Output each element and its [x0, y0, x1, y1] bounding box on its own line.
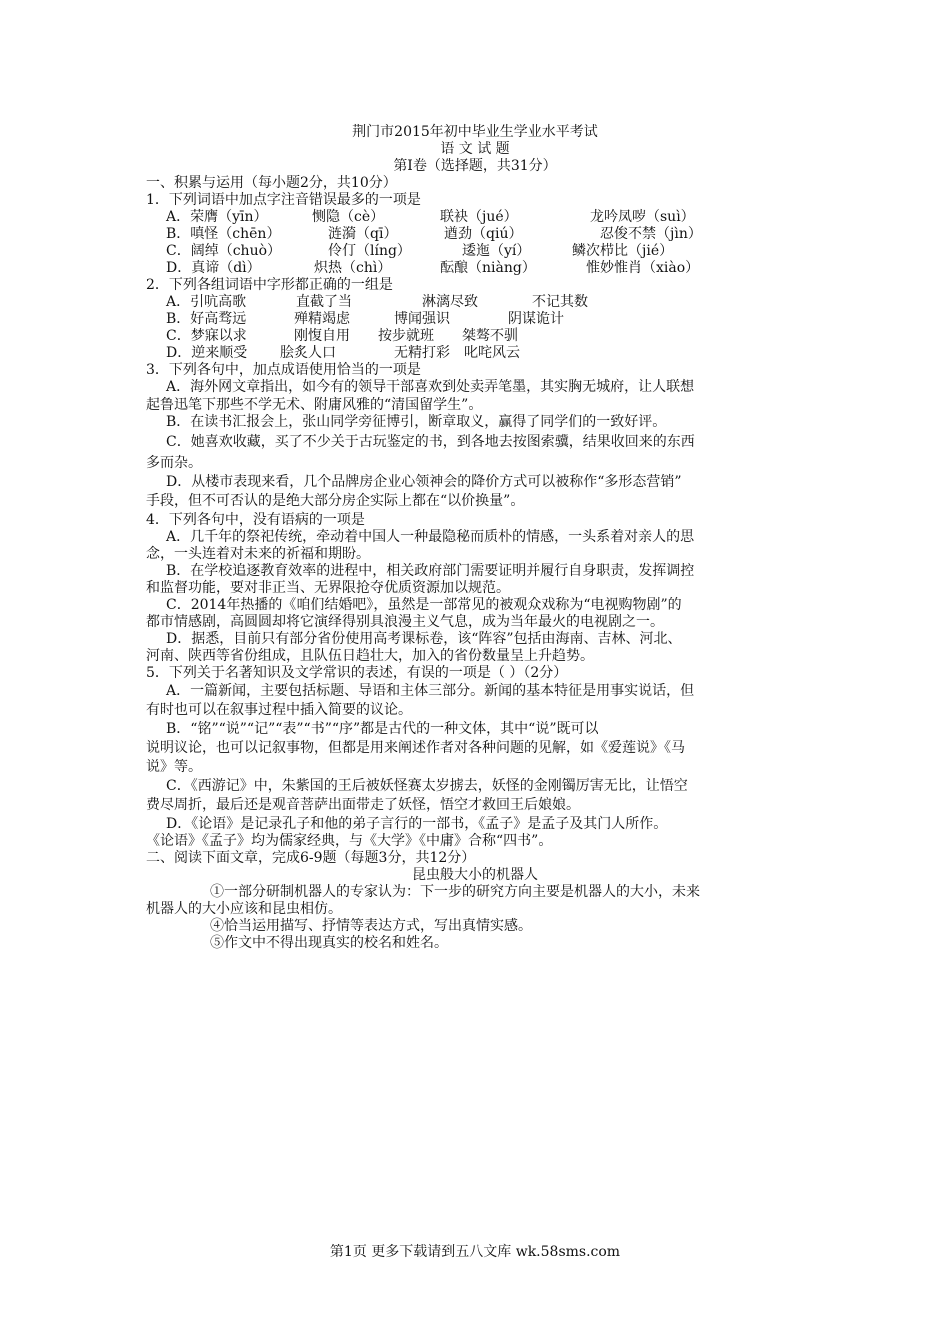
q3-line: A．海外网文章指出，如今有的领导干部喜欢到处卖弄笔墨，其实胸无城府，让人联想 — [166, 379, 695, 395]
option-cell: 脍炙人口 — [280, 345, 336, 361]
article-line: ①一部分研制机器人的专家认为：下一步的研究方向主要是机器人的大小，未来 — [210, 884, 700, 900]
option-cell: B．嗔怪（chēn） — [166, 226, 281, 242]
q3-line: C．她喜欢收藏，买了不少关于古玩鉴定的书，到各地去按图索骥，结果收回来的东西 — [166, 434, 695, 450]
option-cell: 恻隐（cè） — [312, 209, 385, 225]
q5-line: 有时也可以在叙事过程中插入简要的议论。 — [146, 702, 412, 718]
option-cell: 逶迤（yí） — [462, 243, 531, 259]
option-cell: A．荣膺（yīn） — [166, 209, 268, 225]
option-cell: 遒劲（qiú） — [444, 226, 523, 242]
q5-line: 《论语》《孟子》均为儒家经典，与《大学》《中庸》合称“四书”。 — [146, 833, 553, 849]
option-cell: 联袂（jué） — [440, 209, 518, 225]
option-cell: 殚精竭虑 — [294, 311, 350, 327]
option-cell: 不记其数 — [532, 294, 588, 310]
option-cell: 炽热（chì） — [314, 260, 392, 276]
q3-stem: 3．下列各句中，加点成语使用恰当的一项是 — [146, 362, 421, 378]
q1-stem: 1．下列词语中加点字注音错误最多的一项是 — [146, 192, 421, 208]
q4-line: B．在学校追逐教育效率的进程中，相关政府部门需要证明并履行自身职责，发挥调控 — [166, 563, 695, 579]
option-cell: 桀骜不驯 — [462, 328, 518, 344]
exam-subject: 语 文 试 题 — [440, 141, 510, 157]
q3-line: 手段，但不可否认的是绝大部分房企实际上都在“以价换量”。 — [146, 493, 525, 509]
option-cell: D．逆来顺受 — [166, 345, 248, 361]
option-cell: 直截了当 — [296, 294, 352, 310]
option-cell: 叱咤风云 — [464, 345, 520, 361]
option-cell: 阴谋诡计 — [508, 311, 564, 327]
option-cell: 酝酿（niàng） — [440, 260, 536, 276]
option-cell: A．引吭高歌 — [166, 294, 247, 310]
q3-line: 多而杂。 — [146, 455, 202, 471]
q4-line: C．2014年热播的《咱们结婚吧》，虽然是一部常见的被观众戏称为“电视购物剧”的 — [166, 597, 682, 613]
q5-line: A．一篇新闻，主要包括标题、导语和主体三部分。新闻的基本特征是用事实说话，但 — [166, 683, 695, 699]
section-2-heading: 二、阅读下面文章，完成6-9题（每题3分，共12分） — [146, 850, 476, 866]
q4-line: D．据悉，目前只有部分省份使用高考课标卷，该“阵容”包括由海南、吉林、河北、 — [166, 631, 682, 647]
option-cell: 按步就班 — [378, 328, 434, 344]
article-title: 昆虫般大小的机器人 — [412, 867, 538, 883]
section-1-heading: 一、积累与运用（每小题2分，共10分） — [146, 175, 397, 191]
option-cell: 博闻强识 — [394, 311, 450, 327]
volume-heading: 第Ⅰ卷（选择题，共31分） — [393, 158, 557, 174]
option-cell: 刚愎自用 — [294, 328, 350, 344]
q5-line: 说》等。 — [146, 759, 202, 775]
q2-stem: 2．下列各组词语中字形都正确的一组是 — [146, 277, 393, 293]
option-cell: 惟妙惟肖（xiào） — [586, 260, 700, 276]
q4-line: 念，一头连着对未来的祈福和期盼。 — [146, 546, 370, 562]
article-line: ⑤作文中不得出现真实的校名和姓名。 — [210, 935, 448, 951]
exam-title: 荆门市2015年初中毕业生学业水平考试 — [352, 124, 598, 140]
option-cell: 龙吟凤哕（suì） — [590, 209, 695, 225]
q4-line: 和监督功能，要对非正当、无界限抢夺优质资源加以规范。 — [146, 580, 510, 596]
q4-line: A．几千年的祭祀传统，牵动着中国人一种最隐秘而质朴的情感，一头系着对亲人的思 — [166, 529, 695, 545]
q5-line: 费尽周折，最后还是观音菩萨出面带走了妖怪，悟空才救回王后娘娘。 — [146, 797, 580, 813]
q5-line: B．“铭”“说”“记”“表”“书”“序”都是古代的一种文体，其中“说”既可以 — [166, 721, 599, 737]
q4-stem: 4．下列各句中，没有语病的一项是 — [146, 512, 365, 528]
q5-line: 说明议论，也可以记叙事物，但都是用来阐述作者对各种问题的见解，如《爱莲说》《马 — [146, 740, 685, 756]
q5-stem: 5．下列关于名著知识及文学常识的表述，有误的一项是（ ）（2分） — [146, 665, 568, 681]
q5-line: C．《西游记》中，朱紫国的王后被妖怪赛太岁掳去，妖怪的金刚镯厉害无比，让悟空 — [166, 778, 688, 794]
q3-line: 起鲁迅笔下那些不学无术、附庸风雅的“清国留学生”。 — [146, 397, 483, 413]
option-cell: C．阔绰（chuò） — [166, 243, 282, 259]
q4-line: 河南、陕西等省份组成，且队伍日趋壮大，加入的省份数量呈上升趋势。 — [146, 648, 594, 664]
option-cell: 涟漪（qī） — [328, 226, 398, 242]
option-cell: 无精打彩 — [394, 345, 450, 361]
q5-line: D．《论语》是记录孔子和他的弟子言行的一部书，《孟子》是孟子及其门人所作。 — [166, 816, 668, 832]
option-cell: B．好高骛远 — [166, 311, 247, 327]
page-footer: 第1页 更多下载请到五八文库 wk.58sms.com — [329, 1244, 621, 1260]
q3-line: D．从楼市表现来看，几个品牌房企业心领神会的降价方式可以被称作“多形态营销” — [166, 474, 682, 490]
q3-line: B．在读书汇报会上，张山同学旁征博引，断章取义，赢得了同学们的一致好评。 — [166, 414, 667, 430]
option-cell: D．真谛（dì） — [166, 260, 261, 276]
article-line: 机器人的大小应该和昆虫相仿。 — [146, 901, 342, 917]
option-cell: 忍俊不禁（jìn） — [600, 226, 702, 242]
option-cell: 伶仃（líng） — [328, 243, 411, 259]
option-cell: C．梦寐以求 — [166, 328, 247, 344]
option-cell: 鳞次栉比（jié） — [572, 243, 674, 259]
option-cell: 淋漓尽致 — [422, 294, 478, 310]
article-line: ④恰当运用描写、抒情等表达方式，写出真情实感。 — [210, 918, 532, 934]
q4-line: 都市情感剧，高圆圆却将它演绎得别具浪漫主义气息，成为当年最火的电视剧之一。 — [146, 614, 664, 630]
